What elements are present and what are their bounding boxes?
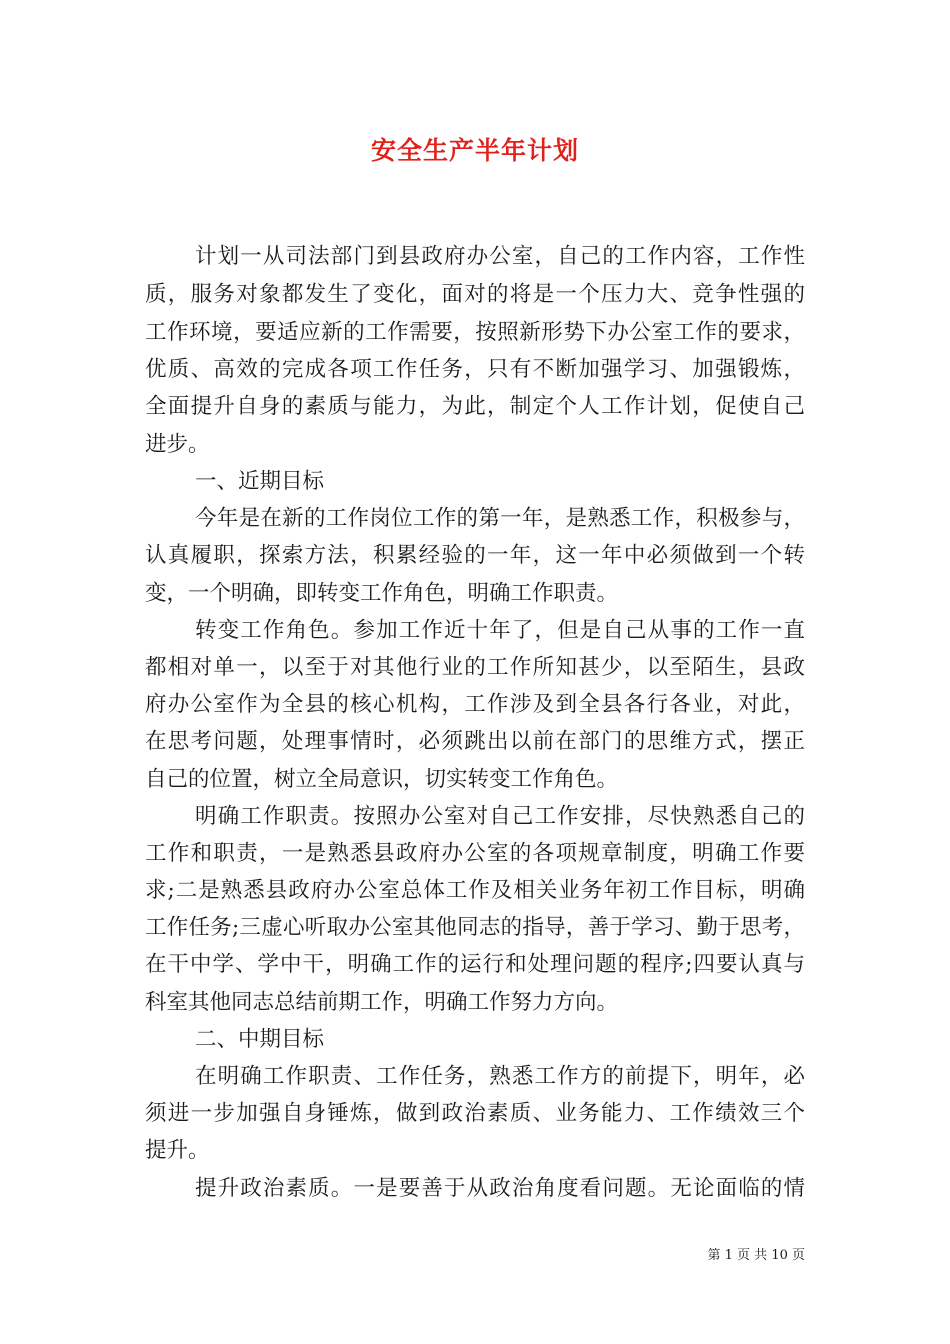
body-line: 工作环境，要适应新的工作需要，按照新形势下办公室工作的要求， (145, 320, 805, 345)
document-title: 安全生产半年计划 (370, 136, 579, 165)
body-line: 须进一步加强自身锤炼，做到政治素质、业务能力、工作绩效三个 (145, 1101, 805, 1126)
body-line: 自己的位置，树立全局意识，切实转变工作角色。 (145, 767, 619, 792)
body-line: 提升政治素质。一是要善于从政治角度看问题。无论面临的情 (195, 1176, 805, 1201)
body-line: 优质、高效的完成各项工作任务，只有不断加强学习、加强锻炼， (145, 357, 805, 382)
body-line: 变，一个明确，即转变工作角色，明确工作职责。 (145, 581, 619, 606)
body-line: 在思考问题，处理事情时，必须跳出以前在部门的思维方式，摆正 (145, 729, 805, 754)
body-line: 工作任务;三虚心听取办公室其他同志的指导，善于学习、勤于思考， (145, 915, 805, 940)
body-line: 科室其他同志总结前期工作，明确工作努力方向。 (145, 990, 619, 1015)
section-heading: 二、中期目标 (195, 1027, 325, 1052)
section-heading: 一、近期目标 (195, 469, 325, 494)
body-line: 进步。 (145, 432, 210, 457)
body-line: 府办公室作为全县的核心机构，工作涉及到全县各行各业，对此， (145, 692, 805, 717)
body-line: 在干中学、学中干，明确工作的运行和处理问题的程序;四要认真与 (145, 952, 805, 977)
body-line: 明确工作职责。按照办公室对自己工作安排，尽快熟悉自己的 (195, 804, 805, 829)
body-line: 提升。 (145, 1138, 210, 1163)
body-line: 转变工作角色。参加工作近十年了，但是自己从事的工作一直 (195, 618, 805, 643)
body-line: 都相对单一，以至于对其他行业的工作所知甚少，以至陌生，县政 (145, 655, 805, 680)
body-line: 求;二是熟悉县政府办公室总体工作及相关业务年初工作目标，明确 (145, 878, 805, 903)
body-line: 工作和职责，一是熟悉县政府办公室的各项规章制度，明确工作要 (145, 841, 805, 866)
body-line: 质，服务对象都发生了变化，面对的将是一个压力大、竞争性强的 (145, 282, 805, 307)
body-line: 在明确工作职责、工作任务，熟悉工作方的前提下，明年，必 (195, 1064, 805, 1089)
body-line: 今年是在新的工作岗位工作的第一年，是熟悉工作，积极参与， (195, 506, 805, 531)
page-number: 第 1 页 共 10 页 (707, 1248, 805, 1263)
body-line: 全面提升自身的素质与能力，为此，制定个人工作计划，促使自己 (145, 394, 805, 419)
body-line: 认真履职，探索方法，积累经验的一年，这一年中必须做到一个转 (145, 543, 805, 568)
body-line: 计划一从司法部门到县政府办公室，自己的工作内容，工作性 (195, 244, 805, 269)
